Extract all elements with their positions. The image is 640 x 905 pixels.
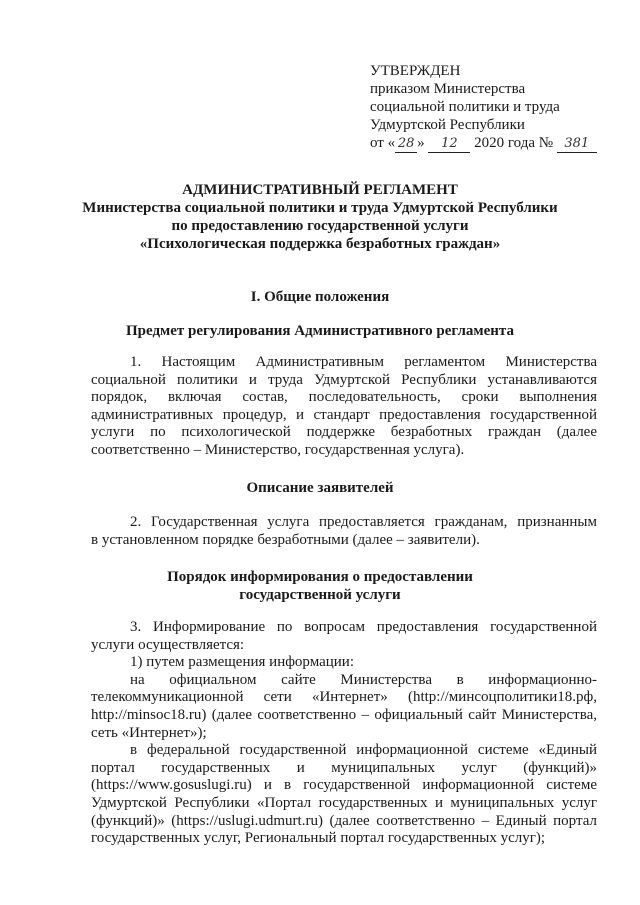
approval-ministry: социальной политики и труда <box>370 99 560 115</box>
p3-line: (функций)» (https://uslugi.udmurt.ru) (далее соответственно – Единый портал <box>91 812 597 829</box>
p1-line: услуги по психологической поддержке безработных граждан (далее <box>91 424 597 441</box>
approval-date-line <box>370 134 597 153</box>
doc-title-name: «Психологическая поддержка безработных граждан» <box>139 236 501 252</box>
applicants-heading: Описание заявителей <box>246 480 394 496</box>
p2-line: 2. Государственная услуга предоставляется гражданам, признанным <box>130 514 597 530</box>
p1-line: соответственно – Министерство, государственная услуга). <box>91 441 465 458</box>
date-year: 2020 года № <box>474 135 554 151</box>
date-month: 12 <box>428 137 470 153</box>
p3-line: 3. Информирование по вопросам предоставления государственной <box>130 619 597 635</box>
approval-block <box>370 62 597 153</box>
p3-line: на официальном сайте Министерства в информационно- <box>130 671 597 688</box>
p3-line: государственных услуг, Региональный портал государственных услуг); <box>91 830 546 847</box>
p3-line: Удмуртской Республики «Портал государственных и муниципальных услуг <box>91 794 597 811</box>
date-day: 28 <box>395 137 417 153</box>
p3-line: портал государственных и муниципальных услуг (функций)» <box>91 759 597 776</box>
p3-line: http://minsoc18.ru) (далее соответственно – официальный сайт Министерства, <box>91 706 597 723</box>
p3-line: (https://www.gosuslugi.ru) и в государственной информационной системе <box>91 777 597 794</box>
doc-title: АДМИНИСТРАТИВНЫЙ РЕГЛАМЕНТ <box>182 182 458 198</box>
info-heading: Порядок информирования о предоставлении <box>167 569 473 585</box>
p3-line: 1) путем размещения информации: <box>130 654 355 671</box>
paragraph-1 <box>91 354 597 460</box>
p1-line: 1. Настоящим Административным регламентом Министерства <box>130 354 597 370</box>
approval-title: УТВЕРЖДЕН <box>370 63 461 79</box>
doc-title-ministry: Министерства социальной политики и труда Удмуртской Республики <box>82 200 558 216</box>
paragraph-3 <box>91 619 597 848</box>
approval-republic: Удмуртской Республики <box>370 117 525 133</box>
paragraph-2 <box>91 514 597 549</box>
approval-order: приказом Министерства <box>370 81 526 97</box>
p2-line: в установленном порядке безработными (далее – заявители). <box>91 531 480 548</box>
p1-line: порядок, включая состав, последовательность, сроки выполнения <box>91 389 597 406</box>
p3-line: в федеральной государственной информационной системе «Единый <box>130 742 597 759</box>
subject-heading: Предмет регулирования Административного регламента <box>126 323 514 339</box>
date-mid: » <box>417 135 425 151</box>
date-prefix: от « <box>370 135 396 151</box>
p3-line: телекоммуникационной сети «Интернет» (http://минсоцполитики18.рф, <box>91 689 597 706</box>
p3-line: сеть «Интернет»); <box>91 724 207 741</box>
doc-title-service: по предоставлению государственной услуги <box>171 218 469 234</box>
info-heading-2: государственной услуги <box>239 587 401 603</box>
p1-line: социальной политики и труда Удмуртской Республики устанавливаются <box>91 371 597 388</box>
section-heading: I. Общие положения <box>250 289 390 305</box>
order-number: 381 <box>557 137 597 153</box>
p3-line: услуги осуществляется: <box>91 636 245 653</box>
p1-line: административных процедур, и стандарт предоставления государственной <box>91 406 597 423</box>
